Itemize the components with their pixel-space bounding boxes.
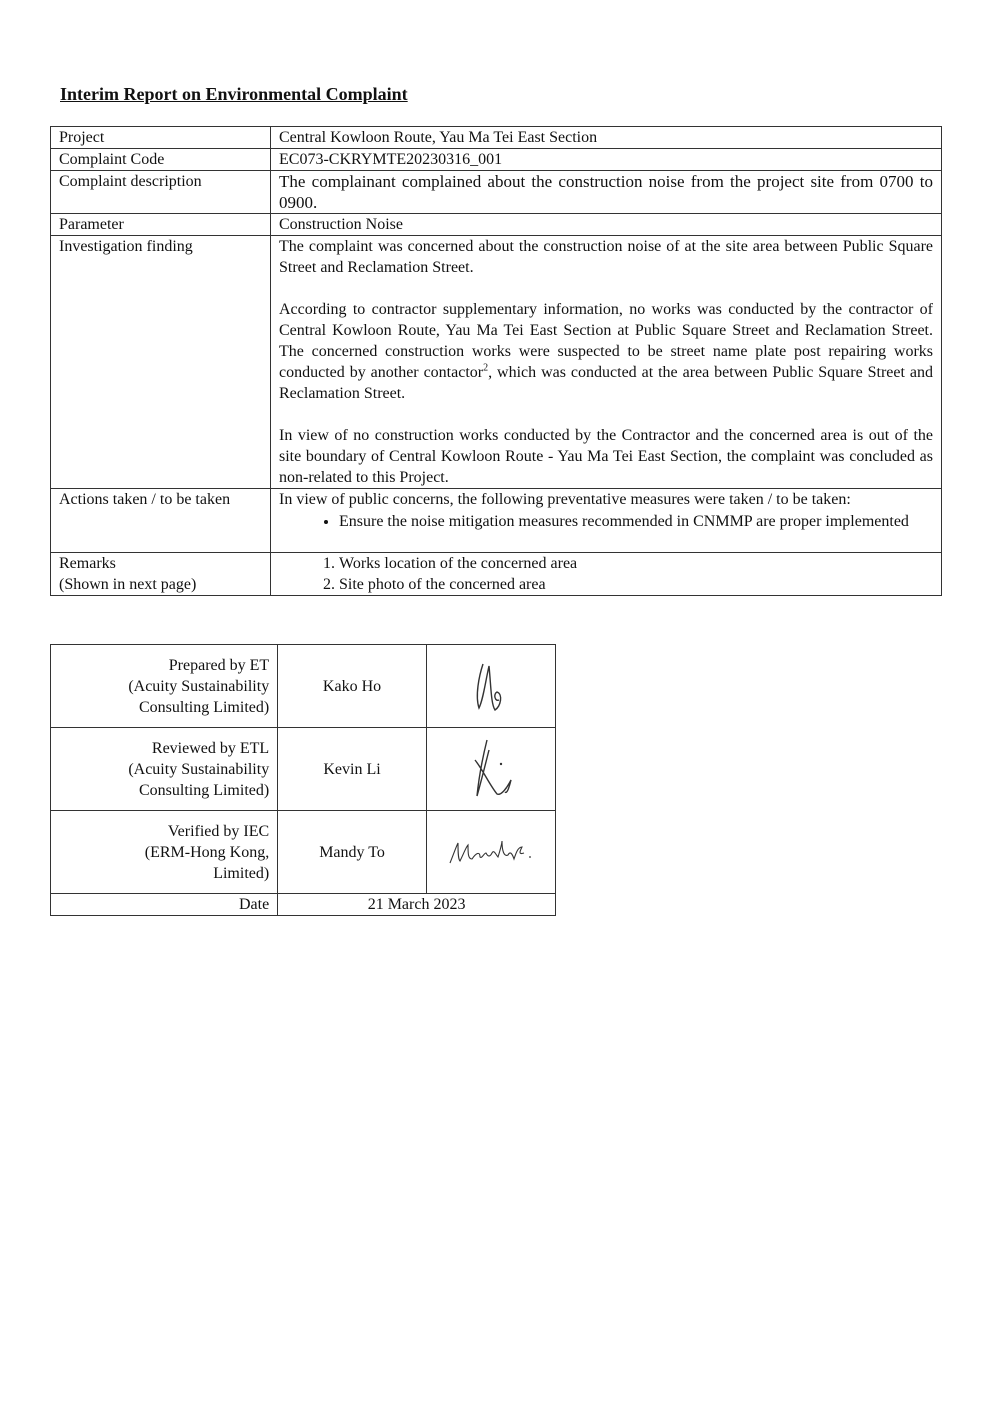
value-actions xyxy=(271,489,942,553)
role-prepared xyxy=(51,645,278,728)
row-actions xyxy=(51,489,942,553)
label-remarks-line1: Remarks xyxy=(59,555,116,572)
row-investigation-finding xyxy=(51,236,942,489)
label-complaint-code: Complaint Code xyxy=(51,149,271,171)
signoff-row-prepared xyxy=(51,645,556,728)
row-remarks xyxy=(51,553,942,596)
actions-intro: In view of public concerns, the following preventative measures were taken / to be taken: xyxy=(279,491,851,508)
role-line: (Acuity Sustainability xyxy=(128,677,270,695)
signature-reviewed xyxy=(426,728,555,811)
remarks-item: 1. Works location of the concerned area xyxy=(339,553,933,574)
actions-bullet-list xyxy=(279,510,933,534)
label-complaint-description: Complaint description xyxy=(51,171,271,214)
value-complaint-code: EC073-CKRYMTE20230316_001 xyxy=(271,149,942,171)
footnote-marker: 2 xyxy=(483,362,489,374)
role-line: Reviewed by ETL xyxy=(151,739,270,757)
value-investigation-finding xyxy=(271,236,942,489)
label-date: Date xyxy=(51,894,278,916)
signature-prepared xyxy=(426,645,555,728)
name-prepared: Kako Ho xyxy=(278,645,427,728)
finding-paragraph-2-tail: , which was conducted at the area between Public Square Street and Reclamation Street. xyxy=(279,364,933,402)
signature-icon xyxy=(461,656,521,716)
remarks-list xyxy=(279,553,933,595)
role-line: (Acuity Sustainability xyxy=(128,760,270,778)
signoff-row-date xyxy=(51,894,556,916)
finding-paragraph-3: In view of no construction works conducted by the Contractor and the concerned area is out of the site boundary of Central Kowloon Route - Yau Ma Tei East Section, the complaint was concluded as non-related to this Project. xyxy=(279,427,933,486)
signoff-row-reviewed xyxy=(51,728,556,811)
label-actions: Actions taken / to be taken xyxy=(51,489,271,553)
name-verified: Mandy To xyxy=(278,811,427,894)
value-project: Central Kowloon Route, Yau Ma Tei East Section xyxy=(271,127,942,149)
row-parameter xyxy=(51,214,942,236)
report-title: Interim Report on Environmental Complaint xyxy=(60,84,408,104)
signature-verified xyxy=(426,811,555,894)
complaint-details-table xyxy=(50,126,942,596)
label-investigation-finding: Investigation finding xyxy=(51,236,271,489)
role-reviewed xyxy=(51,728,278,811)
row-project xyxy=(51,127,942,149)
role-line: Verified by IEC xyxy=(167,822,270,840)
value-remarks xyxy=(271,553,942,596)
role-line: Consulting Limited) xyxy=(138,698,270,716)
value-parameter: Construction Noise xyxy=(271,214,942,236)
signoff-table xyxy=(50,644,556,916)
row-complaint-code xyxy=(51,149,942,171)
role-line: Consulting Limited) xyxy=(138,781,270,799)
finding-paragraph-2-text: According to contractor supplementary information, no works was conducted by the contractor of Central Kowloon Route, Yau Ma Tei East Section at Public Square Street and Reclamation Street. The concerned construction works were suspected to be street name plate post repairing works conducted by another contactor xyxy=(279,301,933,381)
finding-paragraph-1: The complaint was concerned about the construction noise of at the site area between Public Square Street and Reclamation Street. xyxy=(279,238,933,276)
role-line: (ERM-Hong Kong, xyxy=(144,843,270,861)
label-parameter: Parameter xyxy=(51,214,271,236)
actions-bullet-item: • Ensure the noise mitigation measures recommended in CNMMP are proper implemented xyxy=(339,510,933,534)
label-remarks xyxy=(51,553,271,596)
label-project: Project xyxy=(51,127,271,149)
signoff-row-verified xyxy=(51,811,556,894)
value-date: 21 March 2023 xyxy=(278,894,556,916)
signature-icon xyxy=(461,736,521,802)
remarks-item: 2. Site photo of the concerned area xyxy=(339,574,933,595)
value-complaint-description: The complainant complained about the construction noise from the project site from 0700 to 0900. xyxy=(271,171,942,214)
role-line: Prepared by ET xyxy=(168,656,270,674)
name-reviewed: Kevin Li xyxy=(278,728,427,811)
role-verified xyxy=(51,811,278,894)
finding-paragraph-2 xyxy=(279,299,933,404)
role-line: Limited) xyxy=(213,864,270,882)
signature-icon xyxy=(446,837,536,867)
label-remarks-line2: (Shown in next page) xyxy=(59,576,197,593)
row-complaint-description xyxy=(51,171,942,214)
